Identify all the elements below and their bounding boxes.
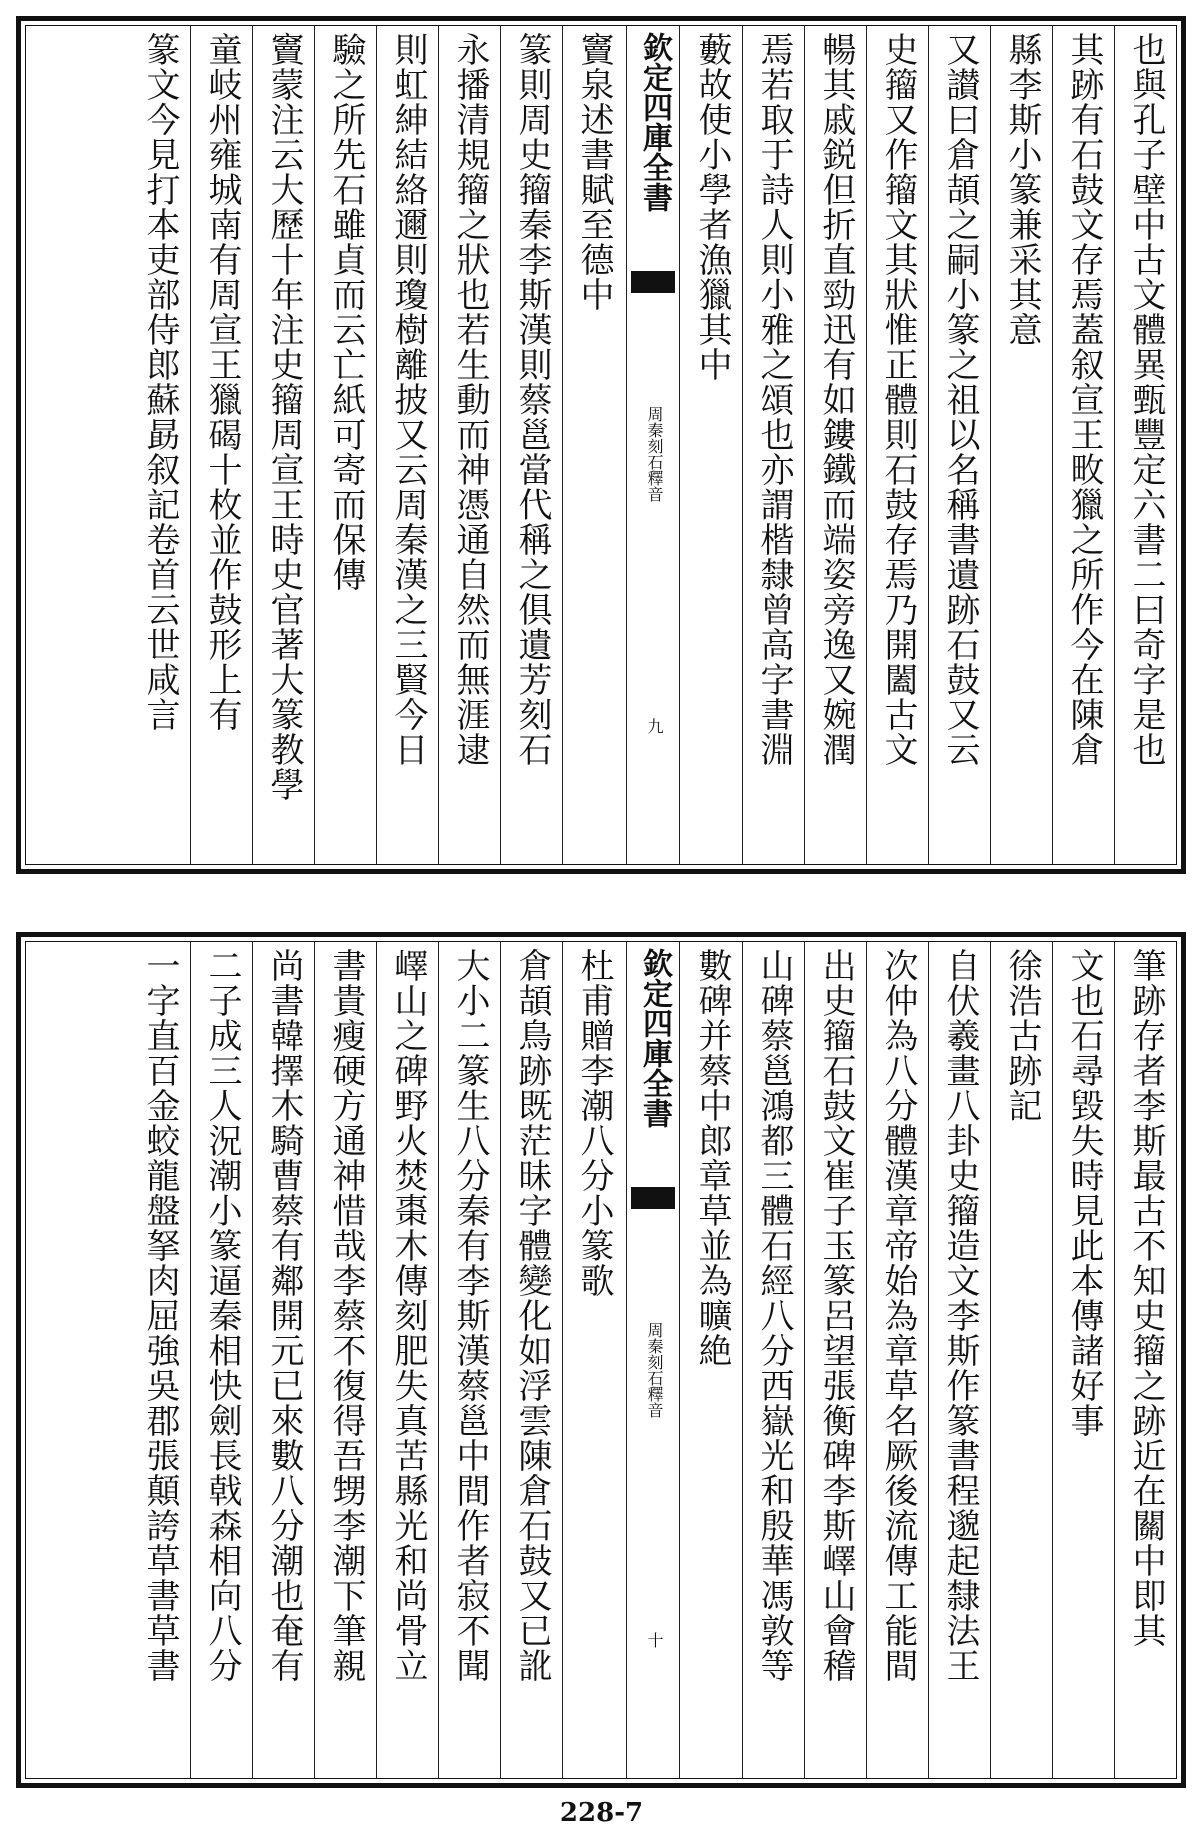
column-rule <box>190 942 191 1778</box>
text-column: 篆文今見打本吏部侍郎蘇勗叙記卷首云世咸言 <box>140 32 180 732</box>
fishtail-mark <box>631 271 675 293</box>
book-title: 欽定四庫全書 <box>637 948 672 1128</box>
text-column: 其跡有石鼓文存焉蓋叙宣王畋獵之所作今在陳倉 <box>1064 32 1104 767</box>
column-rule <box>990 26 991 864</box>
text-column: 史籀又作籀文其狀惟正體則石鼓存焉乃開闔古文 <box>878 32 918 767</box>
text-column: 竇泉述書賦至德中 <box>574 32 614 312</box>
text-column: 嶧山之碑野火焚棗木傳刻肥失真苦縣光和尚骨立 <box>388 948 428 1683</box>
text-column: 也與孔子壁中古文體異甄豐定六書二曰奇字是也 <box>1126 32 1166 767</box>
text-column: 出史籀石鼓文崔子玉篆呂望張衡碑李斯嶧山會稽 <box>816 948 856 1683</box>
column-rule <box>562 942 563 1778</box>
page-number: 九 <box>645 718 664 734</box>
column-rule <box>438 26 439 864</box>
text-column: 二子成三人況潮小篆逼秦相快劍長戟森相向八分 <box>202 948 242 1683</box>
text-column: 書貴瘦硬方通神惜哉李蔡不復得吾甥李潮下筆親 <box>326 948 366 1683</box>
text-column: 大小二篆生八分秦有李斯漢蔡邕中間作者寂不聞 <box>450 948 490 1683</box>
column-rule <box>376 942 377 1778</box>
column-rule <box>252 26 253 864</box>
column-rule <box>314 26 315 864</box>
bottom-page <box>16 932 1186 1788</box>
text-column: 又讃曰倉頡之嗣小篆之祖以名稱書遺跡石鼓又云 <box>940 32 980 767</box>
column-rule <box>928 942 929 1778</box>
column-rule <box>742 26 743 864</box>
text-column: 暢其戚鋭但折直勁迅有如鏤鐵而端姿旁逸又婉潤 <box>816 32 856 767</box>
text-column: 篆則周史籀秦李斯漢則蔡邕當代稱之俱遺芳刻石 <box>512 32 552 767</box>
column-rule <box>314 942 315 1778</box>
column-rule <box>928 26 929 864</box>
center-fold-strip <box>626 942 680 1778</box>
column-rule <box>742 942 743 1778</box>
folio-number: 228-7 <box>559 1798 644 1828</box>
column-rule <box>500 26 501 864</box>
text-column: 焉若取于詩人則小雅之頌也亦謂楷隸曾高字書淵 <box>754 32 794 767</box>
text-column: 文也石尋毀失時見此本傳諸好事 <box>1064 948 1104 1438</box>
text-column: 藪故使小學者漁獵其中 <box>692 32 732 382</box>
text-column: 縣李斯小篆兼采其意 <box>1002 32 1042 347</box>
column-rule <box>500 942 501 1778</box>
column-rule <box>1114 26 1115 864</box>
text-column: 徐浩古跡記 <box>1002 948 1042 1123</box>
column-rule <box>562 26 563 864</box>
column-rule <box>804 26 805 864</box>
text-column: 次仲為八分體漢章帝始為章草名厥後流傳工能間 <box>878 948 918 1683</box>
chapter-title: 周秦刻石釋音 <box>645 1322 664 1418</box>
column-rule <box>1114 942 1115 1778</box>
text-column: 尚書韓擇木騎曹蔡有鄰開元已來數八分潮也奄有 <box>264 948 304 1683</box>
text-column: 一字直百金蛟龍盤拏肉屈強吳郡張顛誇草書草書 <box>140 948 180 1683</box>
text-column: 杜甫贈李潮八分小篆歌 <box>574 948 614 1298</box>
text-column: 驗之所先石雖貞而云亡紙可寄而保傳 <box>326 32 366 592</box>
center-fold-strip <box>626 26 680 864</box>
column-rule <box>866 26 867 864</box>
page-number: 十 <box>645 1632 664 1648</box>
column-rule <box>438 942 439 1778</box>
column-rule <box>804 942 805 1778</box>
column-rule <box>252 942 253 1778</box>
text-column: 自伏羲畫八卦史籀造文李斯作篆書程邈起隸法王 <box>940 948 980 1683</box>
text-column: 山碑蔡邕鴻都三體石經八分西嶽光和殷華馮敦等 <box>754 948 794 1683</box>
column-rule <box>866 942 867 1778</box>
fishtail-mark <box>631 1187 675 1209</box>
text-column: 筆跡存者李斯最古不知史籀之跡近在關中即其 <box>1126 948 1166 1648</box>
text-column: 則虹紳結絡邇則瓊樹離披又云周秦漢之三賢今日 <box>388 32 428 767</box>
column-rule <box>190 26 191 864</box>
text-column: 數碑并蔡中郎章草並為曠絶 <box>692 948 732 1368</box>
column-rule <box>1052 942 1053 1778</box>
top-page-frame <box>25 25 1177 865</box>
bottom-page-frame <box>25 941 1177 1779</box>
chapter-title: 周秦刻石釋音 <box>645 406 664 502</box>
column-rule <box>990 942 991 1778</box>
text-column: 童岐州雍城南有周宣王獵碣十枚並作鼓形上有 <box>202 32 242 732</box>
text-column: 竇蒙注云大歷十年注史籀周宣王時史官著大篆教學 <box>264 32 304 802</box>
column-rule <box>1052 26 1053 864</box>
column-rule <box>376 26 377 864</box>
text-column: 倉頡鳥跡既茫昧字體變化如浮雲陳倉石鼓又已訛 <box>512 948 552 1683</box>
text-column: 永播清規籀之狀也若生動而神憑通自然而無涯逮 <box>450 32 490 767</box>
top-page <box>16 16 1186 874</box>
book-title: 欽定四庫全書 <box>637 32 672 212</box>
